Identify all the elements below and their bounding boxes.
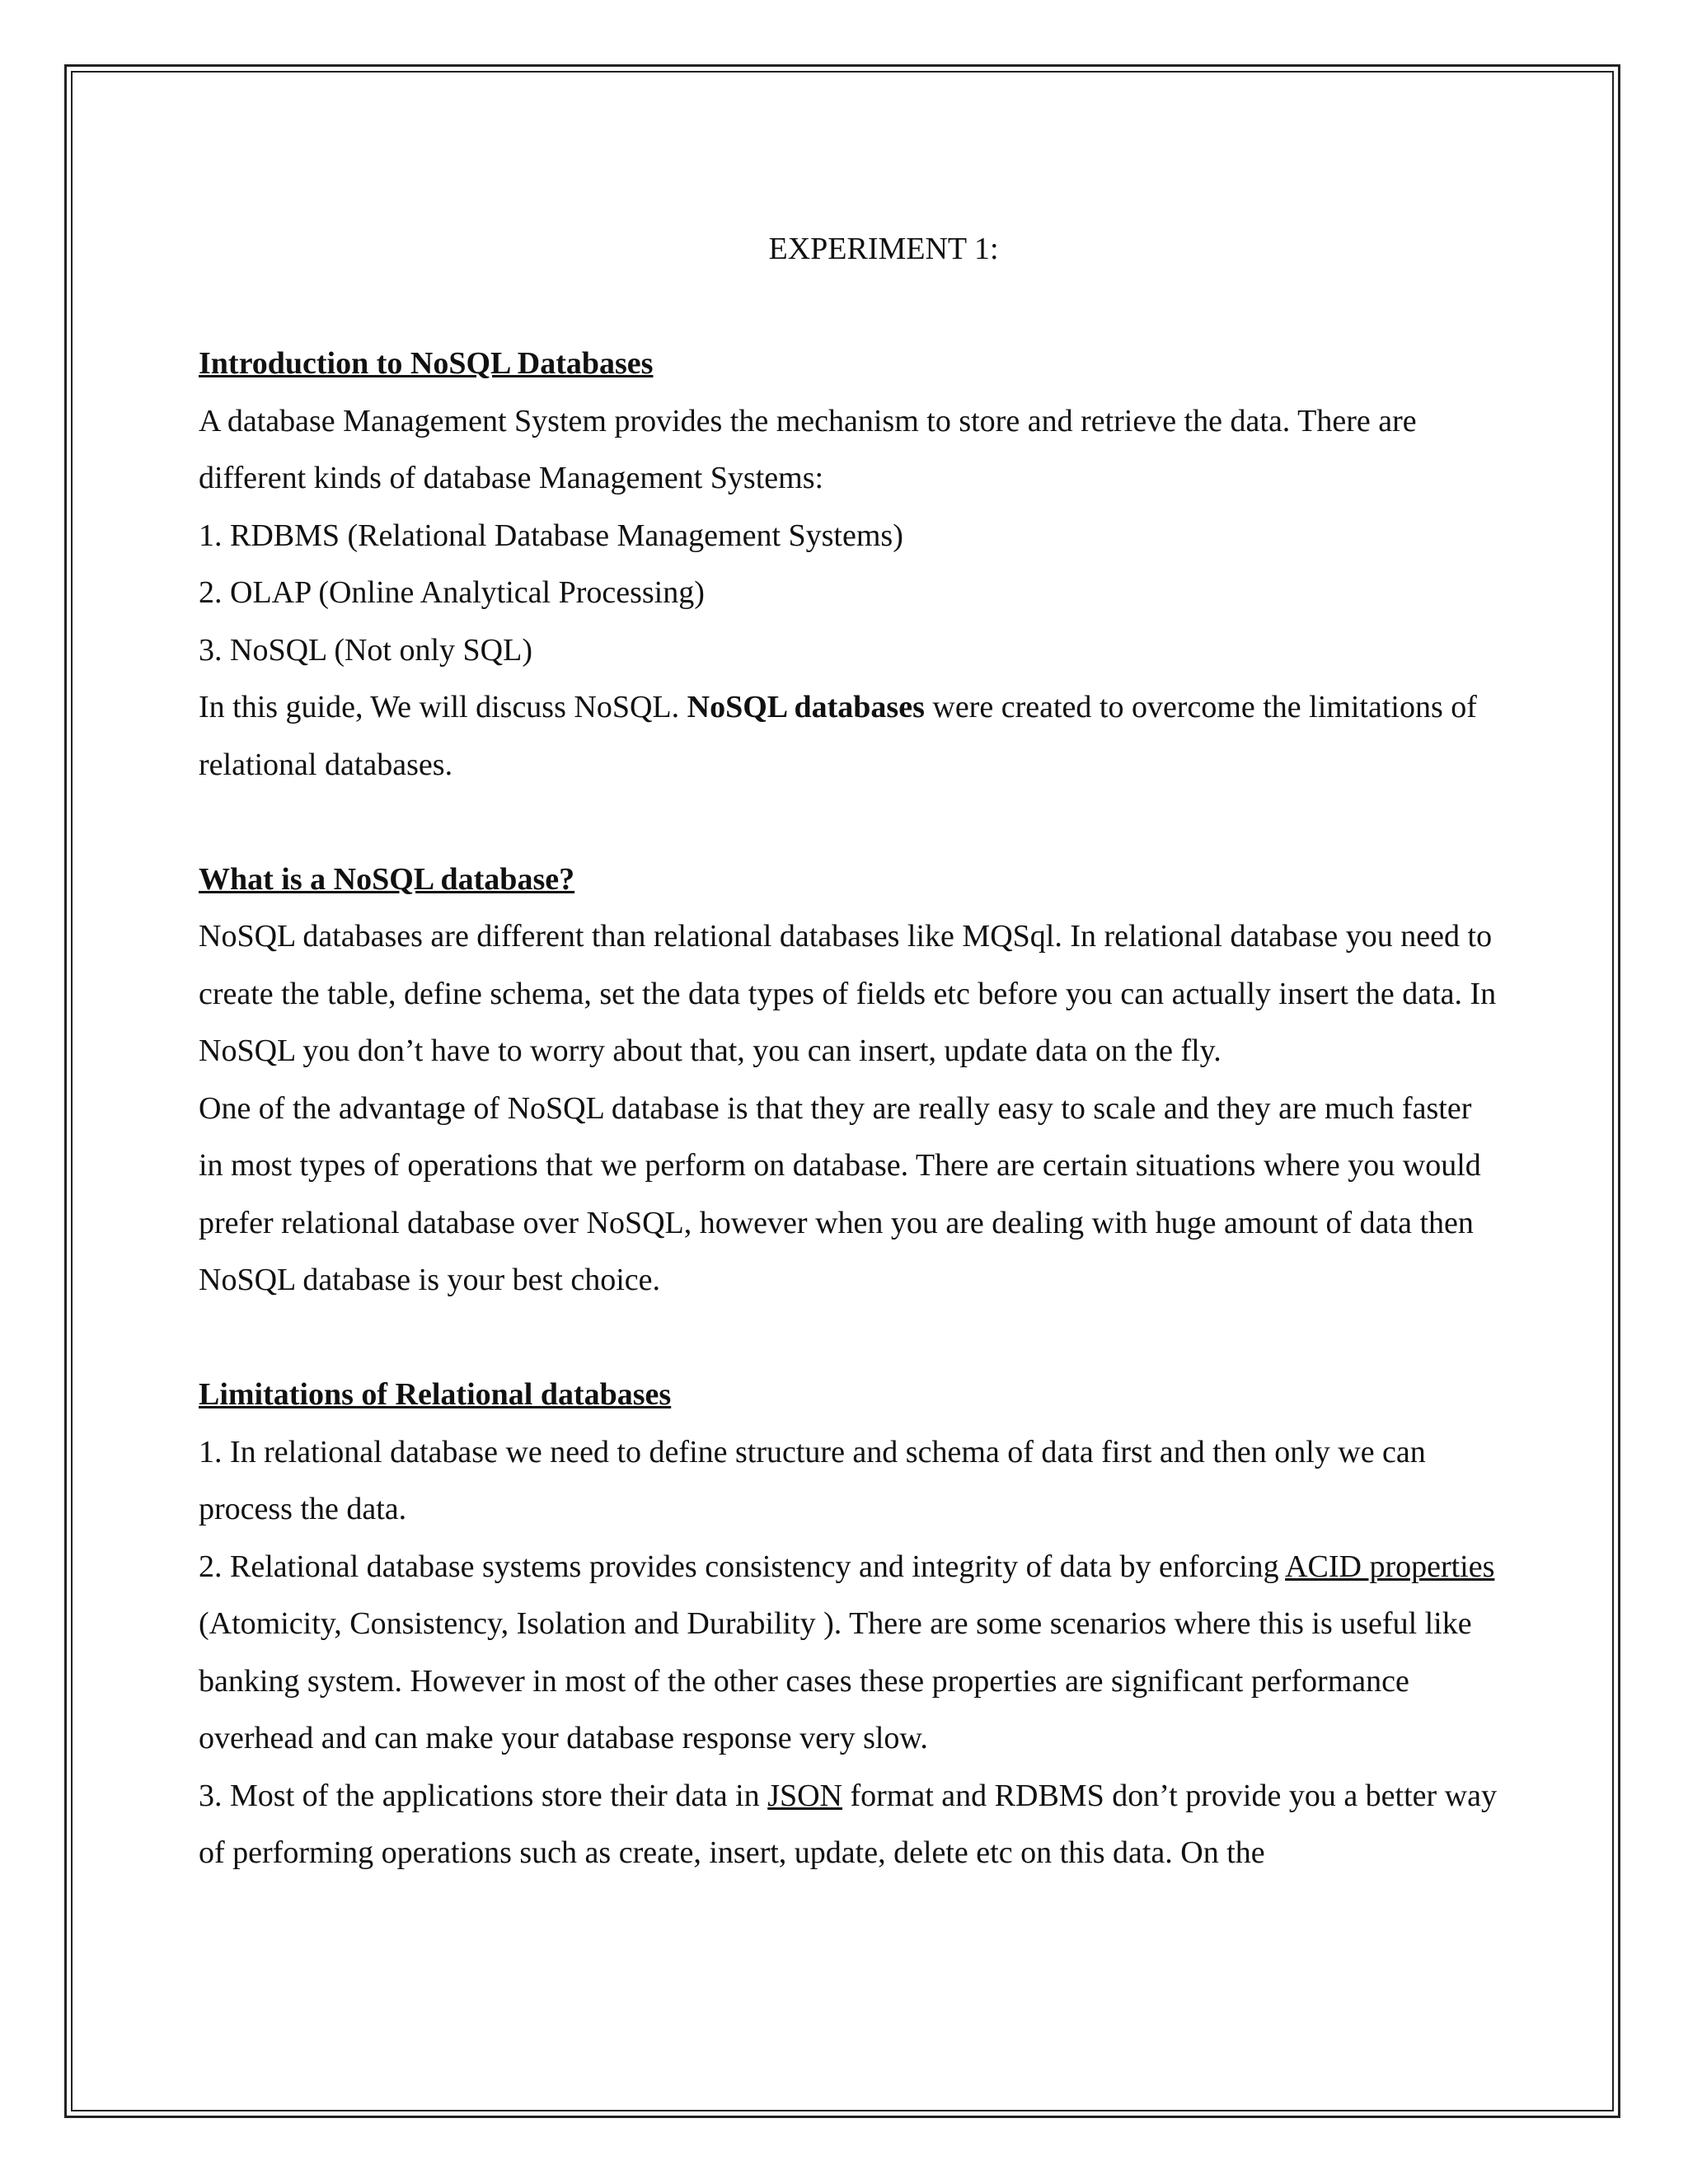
intro-paragraph: A database Management System provides the mechanism to store and retrieve the data. There are different kinds of database Management Systems: [199, 403, 1417, 495]
document-body [199, 221, 1501, 1882]
text-run: were created to overcome the limitations of relational databases. [199, 690, 1477, 782]
text-run: (Atomicity, Consistency, Isolation and Durability ). There are some scenarios where this is useful like banking system. However in most of the other cases these properties are significant performance overhead and can make your database response very slow. [199, 1606, 1472, 1755]
json-link[interactable]: JSON [767, 1778, 842, 1813]
page-title [199, 221, 1501, 279]
what-paragraph-2: One of the advantage of NoSQL database is that they are really easy to scale and they are much faster in most types of operations that we perform on database. There are certain situations where you would prefer relational database over NoSQL, however when you are dealing with huge amount of data then NoSQL database is your best choice. [199, 1090, 1481, 1297]
acid-properties-link[interactable]: ACID properties [1285, 1549, 1495, 1584]
section-heading-limitations: Limitations of Relational databases [199, 1377, 672, 1412]
limitation-item-1: 1. In relational database we need to define structure and schema of data first and then only we can process the data. [199, 1434, 1426, 1526]
section-heading-intro: Introduction to NoSQL Databases [199, 346, 654, 381]
spacer [199, 794, 1501, 851]
text-run: In this guide, We will discuss NoSQL. [199, 690, 687, 724]
what-paragraph-1: NoSQL databases are different than relational databases like MQSql. In relational database you need to create the table, define schema, set the data types of fields etc before you can actually insert the data. In NoSQL you don’t have to worry about that, you can insert, update data on the fly. [199, 919, 1497, 1068]
text-run: 2. Relational database systems provides consistency and integrity of data by enforcing [199, 1549, 1286, 1584]
page-title-text: EXPERIMENT 1: [768, 232, 999, 266]
text-run: 3. Most of the applications store their data in [199, 1778, 768, 1813]
list-item: 3. NoSQL (Not only SQL) [199, 632, 532, 668]
list-item: 2. OLAP (Online Analytical Processing) [199, 575, 705, 610]
limitation-item-2 [199, 1539, 1501, 1768]
spacer [199, 279, 1501, 336]
text-run: format and RDBMS don’t provide you a better way of performing operations such as create, insert, update, delete etc on this data. On the [199, 1778, 1497, 1870]
spacer [199, 1310, 1501, 1367]
bold-term: NoSQL databases [687, 690, 925, 724]
section-heading-what: What is a NoSQL database? [199, 861, 575, 897]
intro-guide-paragraph [199, 679, 1501, 794]
limitation-item-3 [199, 1768, 1501, 1882]
list-item: 1. RDBMS (Relational Database Management Systems) [199, 518, 903, 553]
